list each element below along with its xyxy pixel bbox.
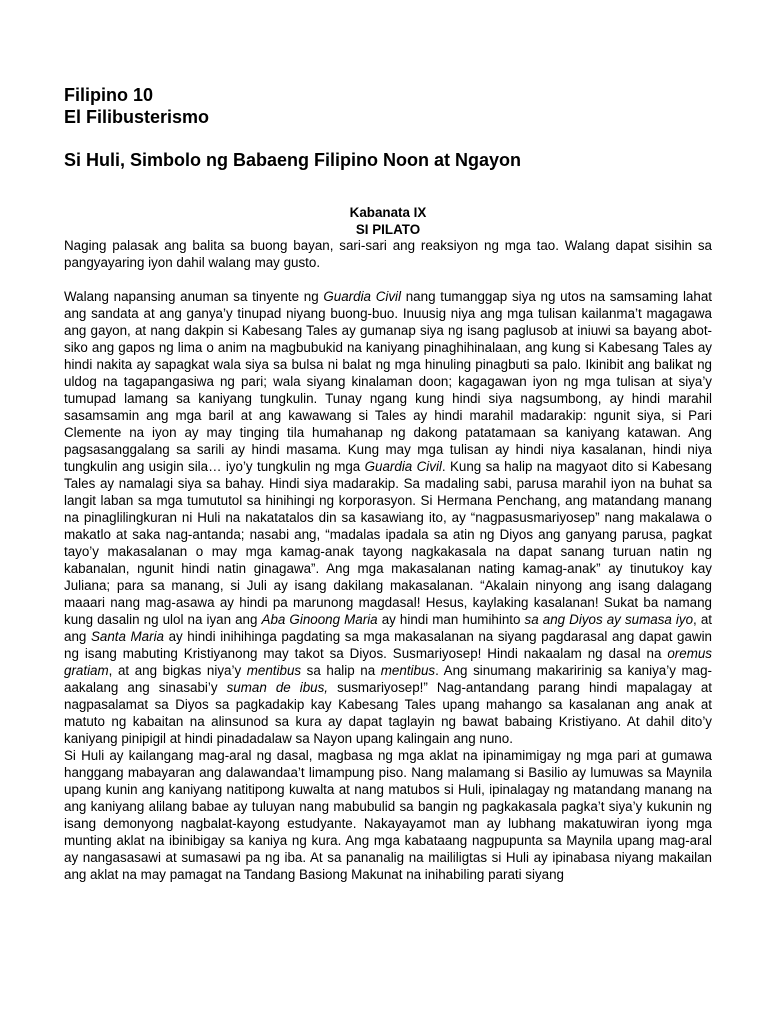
text-run: Walang napansing anuman sa tinyente ng bbox=[64, 289, 324, 304]
book-line: El Filibusterismo bbox=[64, 107, 210, 127]
italic-term: Santa Maria bbox=[90, 629, 164, 644]
italic-term: Aba Ginoong Maria bbox=[261, 612, 378, 627]
italic-term: suman de ibus, bbox=[226, 680, 329, 695]
document-header bbox=[64, 84, 209, 128]
chapter-number: Kabanata IX bbox=[349, 205, 427, 220]
text-run: , at ang bbox=[64, 612, 712, 644]
italic-term: sa ang Diyos ay sumasa iyo bbox=[524, 612, 694, 627]
page-title: Si Huli, Simbolo ng Babaeng Filipino Noon at Ngayon bbox=[64, 150, 521, 170]
text-run: , at ang bigkas niya’y bbox=[108, 663, 247, 678]
text-run: ay hindi man humihinto bbox=[377, 612, 525, 627]
paragraph-2 bbox=[64, 288, 712, 747]
text-run: susmariyosep!” Nag-antandang parang hindi mapalagay at nagpasalamat sa Diyos sa pagkadakip kay Kabesang Tales upang mahango sa kasalanan ang anak at matuto ng kabaitan na alinsunod sa kura ay dapat taglayin ng bawat babaing Kristiyano. At dahil dito’y kaniyang pinipigil at hindi pinadadalaw sa Nayon upang kalingain ang nuno. bbox=[64, 680, 712, 746]
italic-term: oremus gratiam bbox=[64, 646, 712, 678]
text-run: nang tumanggap siya ng utos na samsaming lahat ang sandata at ang ganya’y tinupad niyang buong-buo. Inuusig niya ang mga tulisan kailanma’t magagawa ang gayon, at nang dakpin si Kabesang Tales ay gumanap siya ng isang paglusob at iniuwi sa bayang abot-siko ang gapos ng lima o anim na magbubukid na kaniyang pinaghihinalaan, ang kung si Kabesang Tales ay hindi nakita ay sapagkat wala siya sa bulsa ni balat ng mga hinuling pinagbuti sa palo. Ikinibit ang balikat ng uldog na tagapangasiwa ng pari; wala siyang kinalaman doon; kagagawan iyon ng mga tulisan at siya’y tumupad lamang sa kaniyang tungkulin. Tunay ngang kung hindi siya nagsumbong, ay hindi marahil sasamsamin ang mga baril at ang kawawang si Tales ay hindi marahil madarakip: ngunit siya, si Pari Clemente na iyon ay may tinging tila humahanap ng dakong patatamaan sa kaniyang katawan. Ang pagsasanggalang sa sarili ay hindi masama. Kung may mga tulisan ay hindi niya kasalanan, hindi niya tungkulin ang usigin sila… iyo’y tungkulin ng mga bbox=[64, 289, 712, 474]
chapter-body bbox=[64, 237, 712, 883]
chapter-heading bbox=[64, 204, 712, 238]
italic-term: mentibus bbox=[380, 663, 436, 678]
paragraph-1: Naging palasak ang balita sa buong bayan, sari-sari ang reaksiyon ng mga tao. Walang dapat sisihin sa pangyayaring iyon dahil walang may gusto. bbox=[64, 238, 712, 270]
text-run: . Ang sinumang makaririnig sa kaniya’y mag-aakalang ang sinasabi’y bbox=[64, 663, 712, 695]
paragraph-3: Si Huli ay kailangang mag-aral ng dasal, magbasa ng mga aklat na ipinamimigay ng mga pari at gumawa hanggang mabayaran ang dalawandaa’t limampung piso. Nang malamang si Basilio ay lumuwas sa Maynila upang kunin ang kaniyang natitipong kuwalta at nang matubos si Huli, ipinalagay ng matandang manang na ang kaniyang alilang babae ay tuluyan nang mabubulid sa bangin ng pagkakasala pagka’t siya’y kukunin ng isang demonyong nagbalat-kayong estudyante. Nakayayamot man ay lubhang makatuwiran iyong mga munting aklat na ibinibigay sa kaniya ng kura. Ang mga kabataang nagpupunta sa Maynila upang mag-aral ay nangasasawi at sumasawi pa ng iba. At sa pananalig na maililigtas si Huli ay ipinabasa niyang makailan ang aklat na may pamagat na Tandang Basiong Makunat na inihabiling parati siyang bbox=[64, 748, 712, 882]
subject-line: Filipino 10 bbox=[64, 85, 154, 105]
italic-term: Guardia Civil bbox=[323, 289, 402, 304]
chapter-name: SI PILATO bbox=[355, 222, 421, 237]
text-run: sa halip na bbox=[301, 663, 381, 678]
italic-term: Guardia Civil bbox=[364, 459, 442, 474]
italic-term: mentibus bbox=[246, 663, 302, 678]
text-run: ay hindi inihihinga pagdating sa mga makasalanan na siyang pagdarasal ang dapat gawin ng isang mabuting Kristiyanong may takot sa Diyos. Susmariyosep! Hindi nakaalam ng dasal na bbox=[64, 629, 712, 661]
text-run: . Kung sa halip na magyaot dito si Kabesang Tales ay namalagi siya sa bahay. Hindi siya madarakip. Sa madaling sabi, parusa marahil iyon na buhat sa langit laban sa mga tumututol sa hinihingi ng korporasyon. Si Hermana Penchang, ang matandang manang na pinaglilingkuran ni Huli na nakatatalos din sa kasawiang ito, ay “nagpasusmariyosep” nang makalawa o makatlo at saka nag-antanda; nasabi ang, “madalas ipadala sa atin ng Diyos ang ganyang parusa, pagkat tayo’y makasalanan o may mga kamag-anak tayong nagkakasala na dapat sanang turuan natin ng kabanalan, ngunit hindi natin ginagawa”. Ang mga makasalanan nating kamag-anak” ay tinutukoy kay Juliana; para sa manang, si Juli ay isang dakilang makasalanan. “Akalain ninyong ang isang dalagang maaari nang mag-asawa ay hindi pa marunong magdasal! Hesus, kaylaking kasalanan! Sukat ba namang kung dasalin ng ulol na iyan ang bbox=[64, 459, 713, 627]
